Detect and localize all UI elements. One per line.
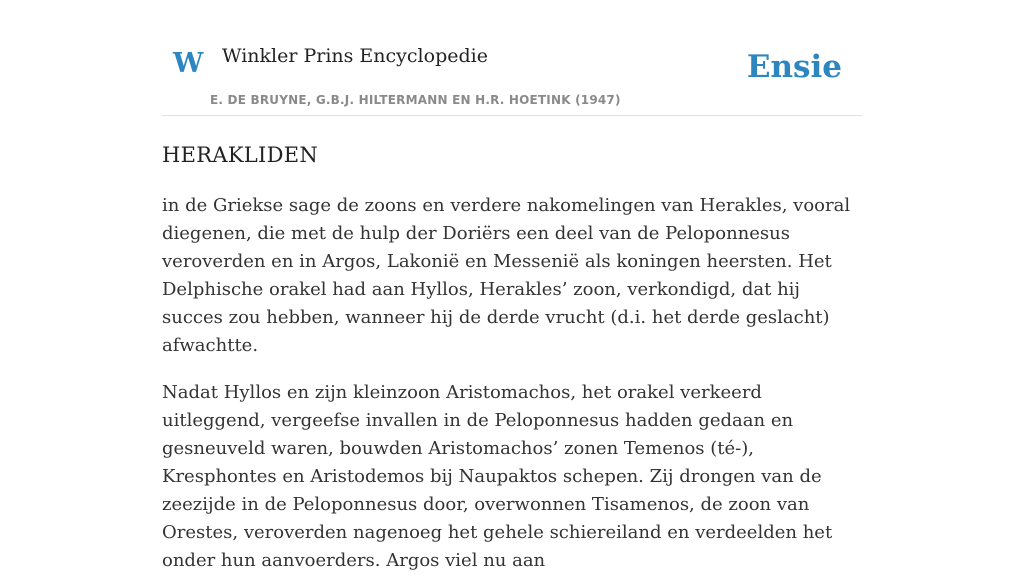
ensie-brand-logo[interactable]: Ensie [746,49,842,85]
article-paragraph-2: Nadat Hyllos en zijn kleinzoon Aristomachos, het orakel verkeerd uitleggend, vergeefse invallen in de Peloponnesus hadden gedaan en gesneuveld waren, bouwden Aristomachos’ zonen Temenos (té-), Kresphontes en Aristodemos bij Naupaktos schepen. Zij drongen van de zeezijde in de Peloponnesus door, overwonnen Tisamenos, de zoon van Orestes, veroverden nagenoeg het gehele schiereiland en verdeelden het onder hun aanvoerders. Argos viel nu aan [162,382,833,571]
publication-title[interactable]: Winkler Prins Encyclopedie [222,45,488,67]
winkler-prins-logo[interactable]: W [173,48,204,79]
page-header [162,0,862,116]
article-paragraph-1: in de Griekse sage de zoons en verdere nakomelingen van Herakles, vooral diegenen, die met de hulp der Doriërs een deel van de Peloponnesus veroverden en in Argos, Lakonië en Messenië als koningen heersten. Het Delphische orakel had aan Hyllos, Herakles’ zoon, verkondigd, dat hij succes zou hebben, wanneer hij de derde vrucht (d.i. het derde geslacht) afwachtte. [162,195,851,356]
article-headword: HERAKLIDEN [162,143,319,167]
article [162,140,862,575]
publication-authors: E. DE BRUYNE, G.B.J. HILTERMANN EN H.R. HOETINK (1947) [210,93,621,107]
